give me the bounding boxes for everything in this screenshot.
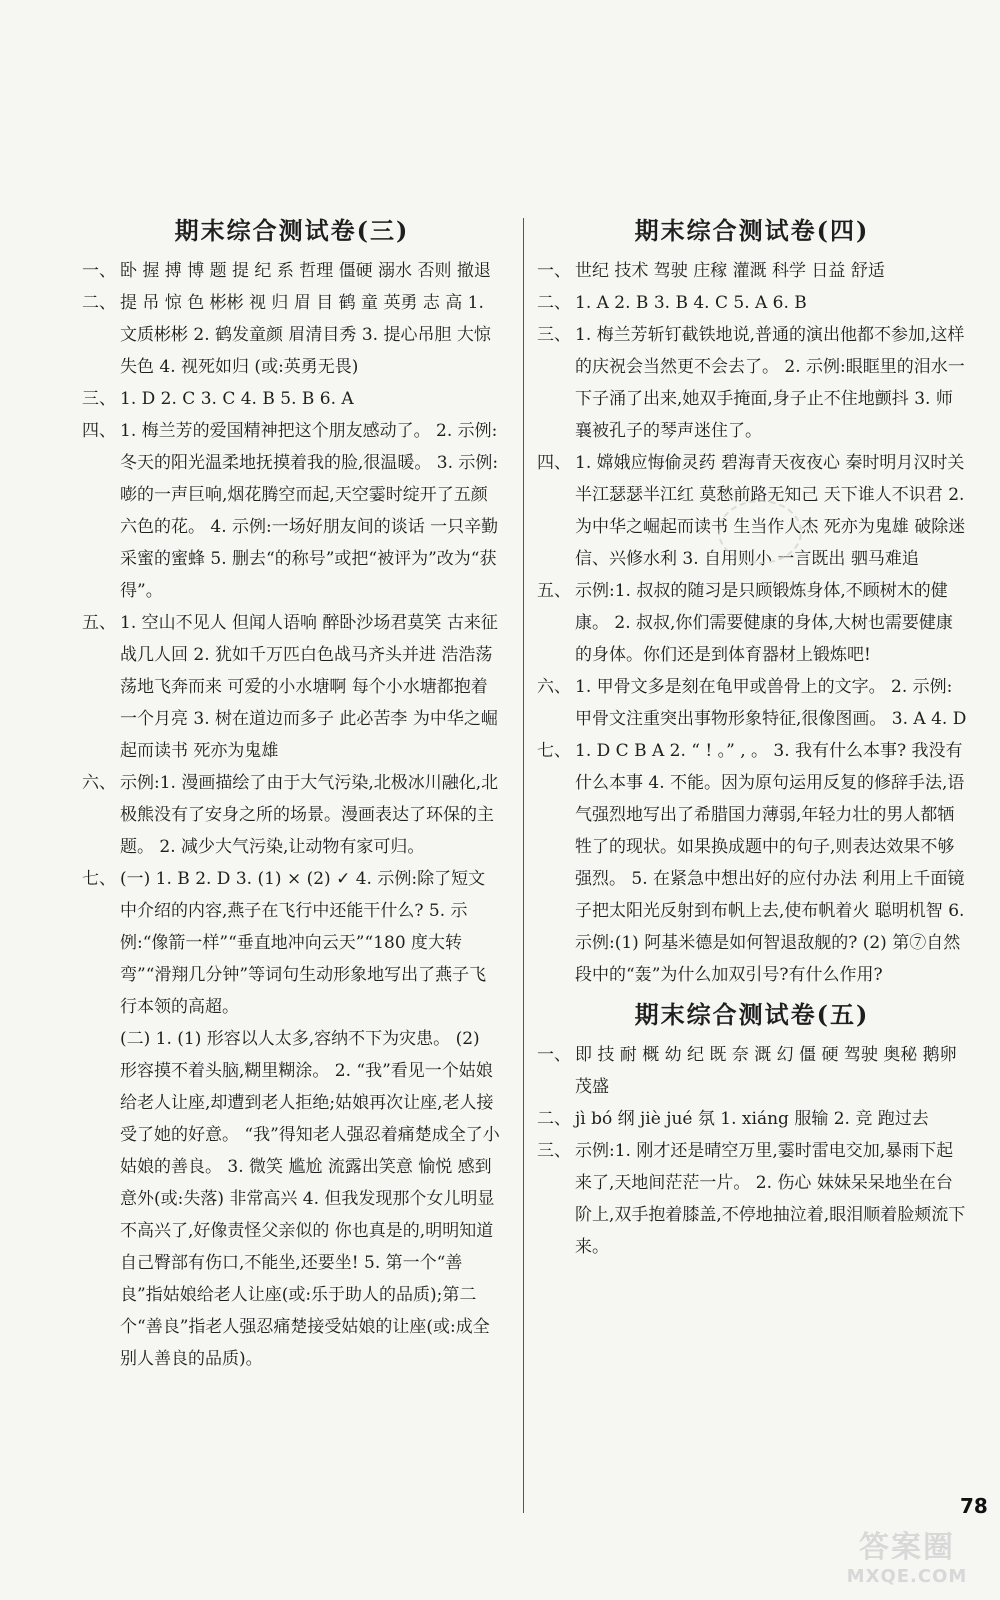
left-column: [82, 213, 502, 1375]
watermark-logo: [832, 1522, 982, 1588]
answer-item: [537, 575, 967, 671]
item-number: 二、: [537, 1109, 571, 1129]
item-text: 提 吊 惊 色 彬彬 视 归 眉 目 鹤 童 英勇 志 高 1. 文质彬彬 2. 鹤发童颜 眉清目秀 3. 提心吊胆 大惊失色 4. 视死如归 (或:英勇无畏): [120, 293, 491, 377]
item-text: 世纪 技术 驾驶 庄稼 灌溉 科学 日益 舒适: [575, 261, 885, 281]
answer-item: [537, 1103, 967, 1135]
section-title-5: 期末综合测试卷(五): [634, 1000, 870, 1029]
item-number: 四、: [82, 421, 116, 441]
answer-item: [82, 767, 502, 863]
answer-item: [537, 671, 967, 735]
section-title-3: 期末综合测试卷(三): [174, 216, 410, 245]
right-column: [537, 213, 970, 1263]
item-number: 四、: [537, 453, 571, 473]
item-text: 1. 甲骨文多是刻在龟甲或兽骨上的文字。 2. 示例:甲骨文注重突出事物形象特征,很像图画。 3. A 4. D: [575, 677, 967, 729]
item-text: 1. D 2. C 3. C 4. B 5. B 6. A: [120, 389, 354, 409]
item-number: 五、: [537, 581, 571, 601]
item-number: 二、: [82, 293, 116, 313]
item-text: 示例:1. 叔叔的随习是只顾锻炼身体,不顾树木的健康。 2. 叔叔,你们需要健康的身体,大树也需要健康的身体。你们还是到体育器材上锻炼吧!: [575, 581, 953, 665]
item-number: 一、: [537, 261, 571, 281]
answer-item: [537, 287, 967, 319]
watermark-url: MXQE.COM: [846, 1566, 968, 1587]
item-number: 七、: [82, 869, 116, 889]
item-text: 示例:1. 刚才还是晴空万里,霎时雷电交加,暴雨下起来了,天地间茫茫一片。 2. 伤心 妹妹呆呆地坐在台阶上,双手抱着膝盖,不停地抽泣着,眼泪顺着脸颊流下来。: [575, 1141, 966, 1257]
item-number: 三、: [82, 389, 116, 409]
item-number: 二、: [537, 293, 571, 313]
item-number: 一、: [537, 1045, 571, 1065]
item-text: 卧 握 搏 博 题 提 纪 系 哲理 僵硬 溺水 否则 撤退: [120, 261, 491, 281]
answer-list-4: [537, 255, 970, 991]
item-number: 五、: [82, 613, 116, 633]
item-text: 1. 空山不见人 但闻人语响 醉卧沙场君莫笑 古来征战几人回 2. 犹如千万匹白色战马齐头并进 浩浩荡荡地飞奔而来 可爱的小水塘啊 每个小水塘都抱着一个月亮 3. 树在道边而多子 此必苦李 为中华之崛起而读书 死亦为鬼雄: [120, 613, 498, 761]
faded-stamp: [718, 500, 802, 564]
item-number: 六、: [537, 677, 571, 697]
item-text: 1. D C B A 2. “ ! 。” , 。 3. 我有什么本事? 我没有什么本事 4. 不能。因为原句运用反复的修辞手法,语气强烈地写出了希腊国力薄弱,年轻力壮的男人都牺牲了的现状。如果换成题中的句子,则表达效果不够强烈。 5. 在紧急中想出好的应付办法 利用上千面镜子把太阳光反射到布帆上去,使布帆着火 聪明机智 6. 示例:(1) 阿基米德是如何智退敌舰的? (2) 第⑦自然段中的“轰”为什么加双引号?有什么作用?: [575, 741, 970, 985]
item-number: 六、: [82, 773, 116, 793]
item-text: 即 技 耐 概 幼 纪 既 奈 溉 幻 僵 硬 驾驶 奥秘 鹅卵 茂盛: [575, 1045, 963, 1097]
answer-item: [537, 255, 967, 287]
column-divider: [523, 218, 524, 1513]
answer-item: [82, 383, 502, 415]
item-text: 1. 嫦娥应悔偷灵药 碧海青天夜夜心 秦时明月汉时关 半江瑟瑟半江红 莫愁前路无知己 天下谁人不识君 2. 为中华之崛起而读书 生当作人杰 死亦为鬼雄 破除迷信、兴修水利 3. 自用则小 一言既出 驷马难追: [575, 453, 970, 569]
item-number: 七、: [537, 741, 571, 761]
watermark-text: 答案圈: [859, 1530, 955, 1565]
item-text: 示例:1. 漫画描绘了由于大气污染,北极冰川融化,北极熊没有了安身之所的场景。漫画表达了环保的主题。 2. 减少大气污染,让动物有家可归。: [120, 773, 499, 857]
answer-item: [537, 319, 967, 447]
section-title-4: 期末综合测试卷(四): [634, 216, 870, 245]
item-number: 三、: [537, 325, 571, 345]
answer-item: [82, 607, 502, 767]
answer-item: [82, 287, 502, 383]
item-number: 一、: [82, 261, 116, 281]
page-number: 78: [960, 1494, 988, 1518]
answer-item: [537, 1135, 967, 1263]
answer-list-3: [82, 255, 502, 1375]
item-number: 三、: [537, 1141, 571, 1161]
answer-item: [82, 863, 502, 1375]
answer-item: [82, 255, 502, 287]
answer-item: [537, 735, 970, 991]
item-text: 1. 梅兰芳斩钉截铁地说,普通的演出他都不参加,这样的庆祝会当然更不会去了。 2. 示例:眼眶里的泪水一下子涌了出来,她双手掩面,身子止不住地颤抖 3. 师襄被孔子的琴声迷住了。: [575, 325, 965, 441]
answer-list-5: [537, 1039, 967, 1263]
answer-item: [82, 415, 502, 607]
item-text: 1. 梅兰芳的爱国精神把这个朋友感动了。 2. 示例:冬天的阳光温柔地抚摸着我的脸,很温暖。 3. 示例:嘭的一声巨响,烟花腾空而起,天空霎时绽开了五颜六色的花。 4. 示例:一场好朋友间的谈话 一只辛勤采蜜的蜜蜂 5. 删去“的称号”或把“被评为”改为“获得”。: [120, 421, 499, 601]
item-text: jì bó 纲 jiè jué 氛 1. xiáng 服输 2. 竞 跑过去: [575, 1109, 929, 1129]
item-text: (一) 1. B 2. D 3. (1) × (2) ✓ 4. 示例:除了短文中介绍的内容,燕子在飞行中还能干什么? 5. 示例:“像箭一样”“垂直地冲向云天”“180 度大转弯”“滑翔几分钟”等词句生动形象地写出了燕子飞行本领的高超。 (二) 1. (1) 形容以人太多,容纳不下为灾患。 (2) 形容摸不着头脑,糊里糊涂。 2. “我”看见一个姑娘给老人让座,却遭到老人拒绝;姑娘再次让座,老人接受了她的好意。 “我”得知老人强忍着痛楚成全了小姑娘的善良。 3. 微笑 尴尬 流露出笑意 愉悦 感到意外(或:失落) 非常高兴 4. 但我发现那个女儿明显不高兴了,好像责怪父亲似的 你也真是的,明明知道自己臀部有伤口,不能坐,还要坐! 5. 第一个“善良”指姑娘给老人让座(或:乐于助人的品质);第二个“善良”指老人强忍痛楚接受姑娘的让座(或:成全别人善良的品质)。: [120, 869, 500, 1369]
answer-item: [537, 1039, 967, 1103]
item-text: 1. A 2. B 3. B 4. C 5. A 6. B: [575, 293, 807, 313]
